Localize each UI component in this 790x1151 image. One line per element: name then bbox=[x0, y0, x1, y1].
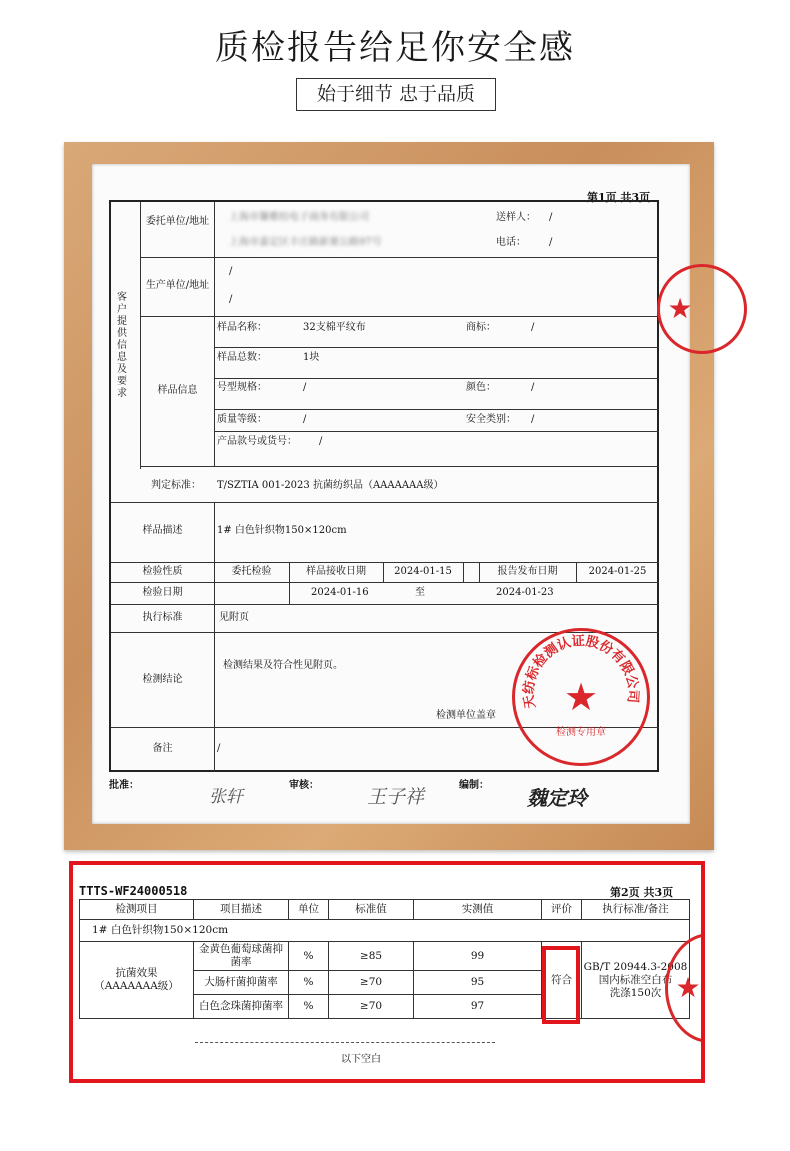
color-label: 颜色： bbox=[466, 382, 496, 393]
producer-label: 生产单位/地址 bbox=[145, 280, 210, 291]
sample-count-value: 1块 bbox=[303, 352, 320, 363]
receive-label: 样品接收日期 bbox=[306, 566, 366, 577]
end-dashes bbox=[195, 1042, 495, 1043]
row-unit: % bbox=[289, 995, 329, 1019]
official-stamp bbox=[512, 628, 650, 766]
compile-label: 编制： bbox=[459, 780, 489, 791]
item-no-value: / bbox=[319, 436, 323, 447]
standard-line-1: GB/T 20944.3-2008 bbox=[583, 960, 688, 973]
client-label: 委托单位/地址 bbox=[145, 216, 210, 227]
sidebar-label: 客户提供信息及要求 bbox=[117, 292, 127, 399]
sender-value: / bbox=[549, 212, 553, 223]
evaluation: 符合 bbox=[542, 942, 582, 1019]
brand-value: / bbox=[531, 322, 535, 333]
test-date-to-word: 至 bbox=[415, 587, 425, 598]
col-header: 评价 bbox=[542, 900, 582, 920]
producer-value-1: / bbox=[229, 266, 233, 277]
exec-label: 执行标准 bbox=[142, 612, 183, 623]
seal-label: 检测单位盖章 bbox=[436, 710, 496, 721]
test-date-from: 2024-01-16 bbox=[311, 587, 369, 598]
row-std: ≥85 bbox=[329, 942, 414, 971]
col-header: 单位 bbox=[289, 900, 329, 920]
sample-line: 1# 白色针织物150×120cm bbox=[80, 920, 690, 942]
model-label: 号型规格： bbox=[217, 382, 267, 393]
row-measured: 97 bbox=[414, 995, 542, 1019]
hero-title: 质检报告给足你安全感 bbox=[215, 28, 575, 68]
report-page-2-highlight bbox=[69, 861, 705, 1083]
model-value: / bbox=[303, 382, 307, 393]
evaluation-highlight bbox=[542, 946, 580, 1024]
sender-label: 送样人： bbox=[496, 212, 536, 223]
approve-signature: 张轩 bbox=[209, 787, 243, 807]
conclusion-value: 检测结果及符合性见附页。 bbox=[223, 660, 343, 671]
judge-label: 判定标准： bbox=[151, 480, 201, 491]
col-header: 实测值 bbox=[414, 900, 542, 920]
report-id: TTTS-WF24000518 bbox=[79, 884, 188, 898]
conclusion-label: 检测结论 bbox=[142, 674, 183, 685]
remark-value: / bbox=[217, 743, 221, 754]
page-number-2: 第2页 共3页 bbox=[610, 886, 674, 899]
producer-value-2: / bbox=[229, 294, 233, 305]
sample-count-label: 样品总数： bbox=[217, 352, 267, 363]
exec-value: 见附页 bbox=[219, 612, 249, 623]
sample-name-label: 样品名称： bbox=[217, 322, 267, 333]
standard-line-3: 洗涤150次 bbox=[609, 986, 662, 999]
nature-label: 检验性质 bbox=[142, 566, 183, 577]
edge-stamp-star-icon: ★ bbox=[667, 292, 693, 325]
desc-value: 1# 白色针织物150×120cm bbox=[217, 525, 347, 536]
row-unit: % bbox=[289, 971, 329, 995]
row-unit: % bbox=[289, 942, 329, 971]
wood-frame bbox=[64, 142, 714, 850]
safety-label: 安全类别： bbox=[466, 414, 516, 425]
color-value: / bbox=[531, 382, 535, 393]
grade-label: 质量等级： bbox=[217, 414, 267, 425]
svg-text:天纺标检测认证股份有限公司: 天纺标检测认证股份有限公司 bbox=[520, 633, 642, 710]
sample-info-label: 样品信息 bbox=[157, 385, 198, 396]
client-name: 上海市馨雅纺电子商务有限公司 bbox=[229, 212, 369, 223]
row-std: ≥70 bbox=[329, 995, 414, 1019]
end-text: 以下空白 bbox=[341, 1054, 381, 1065]
group-cell bbox=[80, 942, 194, 1019]
edge-stamp-2-star-icon: ★ bbox=[675, 971, 701, 1004]
item-no-label: 产品款号或货号： bbox=[217, 436, 297, 447]
result-table bbox=[79, 899, 690, 1019]
nature-value: 委托检验 bbox=[231, 566, 272, 577]
compile-signature: 魏定玲 bbox=[527, 786, 587, 810]
client-address: 上海市嘉定区丰庄路新赛公路97号 bbox=[229, 237, 382, 248]
row-desc: 大肠杆菌抑菌率 bbox=[194, 971, 289, 995]
stamp-star-icon: ★ bbox=[563, 675, 599, 719]
col-header: 执行标准/备注 bbox=[582, 900, 690, 920]
judge-value: T/SZTIA 001-2023 抗菌纺织品（AAAAAAA级） bbox=[217, 480, 444, 491]
group-grade: （AAAAAAA级） bbox=[94, 980, 179, 992]
review-signature: 王子祥 bbox=[367, 786, 425, 808]
remark-label: 备注 bbox=[152, 743, 173, 754]
grade-value: / bbox=[303, 414, 307, 425]
report-date-value: 2024-01-25 bbox=[588, 566, 647, 577]
desc-label: 样品描述 bbox=[142, 525, 183, 536]
sample-name-value: 32支棉平纹布 bbox=[303, 322, 366, 333]
review-label: 审核： bbox=[289, 780, 319, 791]
signature-row bbox=[109, 774, 669, 814]
row-desc: 白色念珠菌抑菌率 bbox=[194, 995, 289, 1019]
brand-label: 商标： bbox=[466, 322, 496, 333]
col-header: 标准值 bbox=[329, 900, 414, 920]
col-header: 项目描述 bbox=[194, 900, 289, 920]
phone-value: / bbox=[549, 237, 553, 248]
report-page-1 bbox=[92, 164, 693, 824]
standard-line-2: 国内标准空白布 bbox=[598, 973, 673, 986]
hero-subtitle: 始于细节 忠于品质 bbox=[296, 78, 496, 111]
row-measured: 95 bbox=[414, 971, 542, 995]
group-label: 抗菌效果 bbox=[115, 967, 158, 979]
edge-stamp bbox=[657, 264, 747, 354]
col-header: 检测项目 bbox=[80, 900, 194, 920]
row-std: ≥70 bbox=[329, 971, 414, 995]
stamp-subtitle: 检测专用章 bbox=[556, 727, 606, 738]
row-measured: 99 bbox=[414, 942, 542, 971]
report-date-label: 报告发布日期 bbox=[497, 566, 558, 577]
page-number: 第1页 共3页 bbox=[587, 191, 651, 204]
test-date-label: 检验日期 bbox=[142, 587, 183, 598]
receive-value: 2024-01-15 bbox=[394, 566, 452, 577]
safety-value: / bbox=[531, 414, 535, 425]
sidebar-cell bbox=[111, 202, 141, 469]
approve-label: 批准： bbox=[109, 780, 139, 791]
test-date-to: 2024-01-23 bbox=[496, 587, 554, 598]
row-desc: 金黄色葡萄球菌抑菌率 bbox=[194, 942, 289, 971]
phone-label: 电话： bbox=[496, 237, 526, 248]
